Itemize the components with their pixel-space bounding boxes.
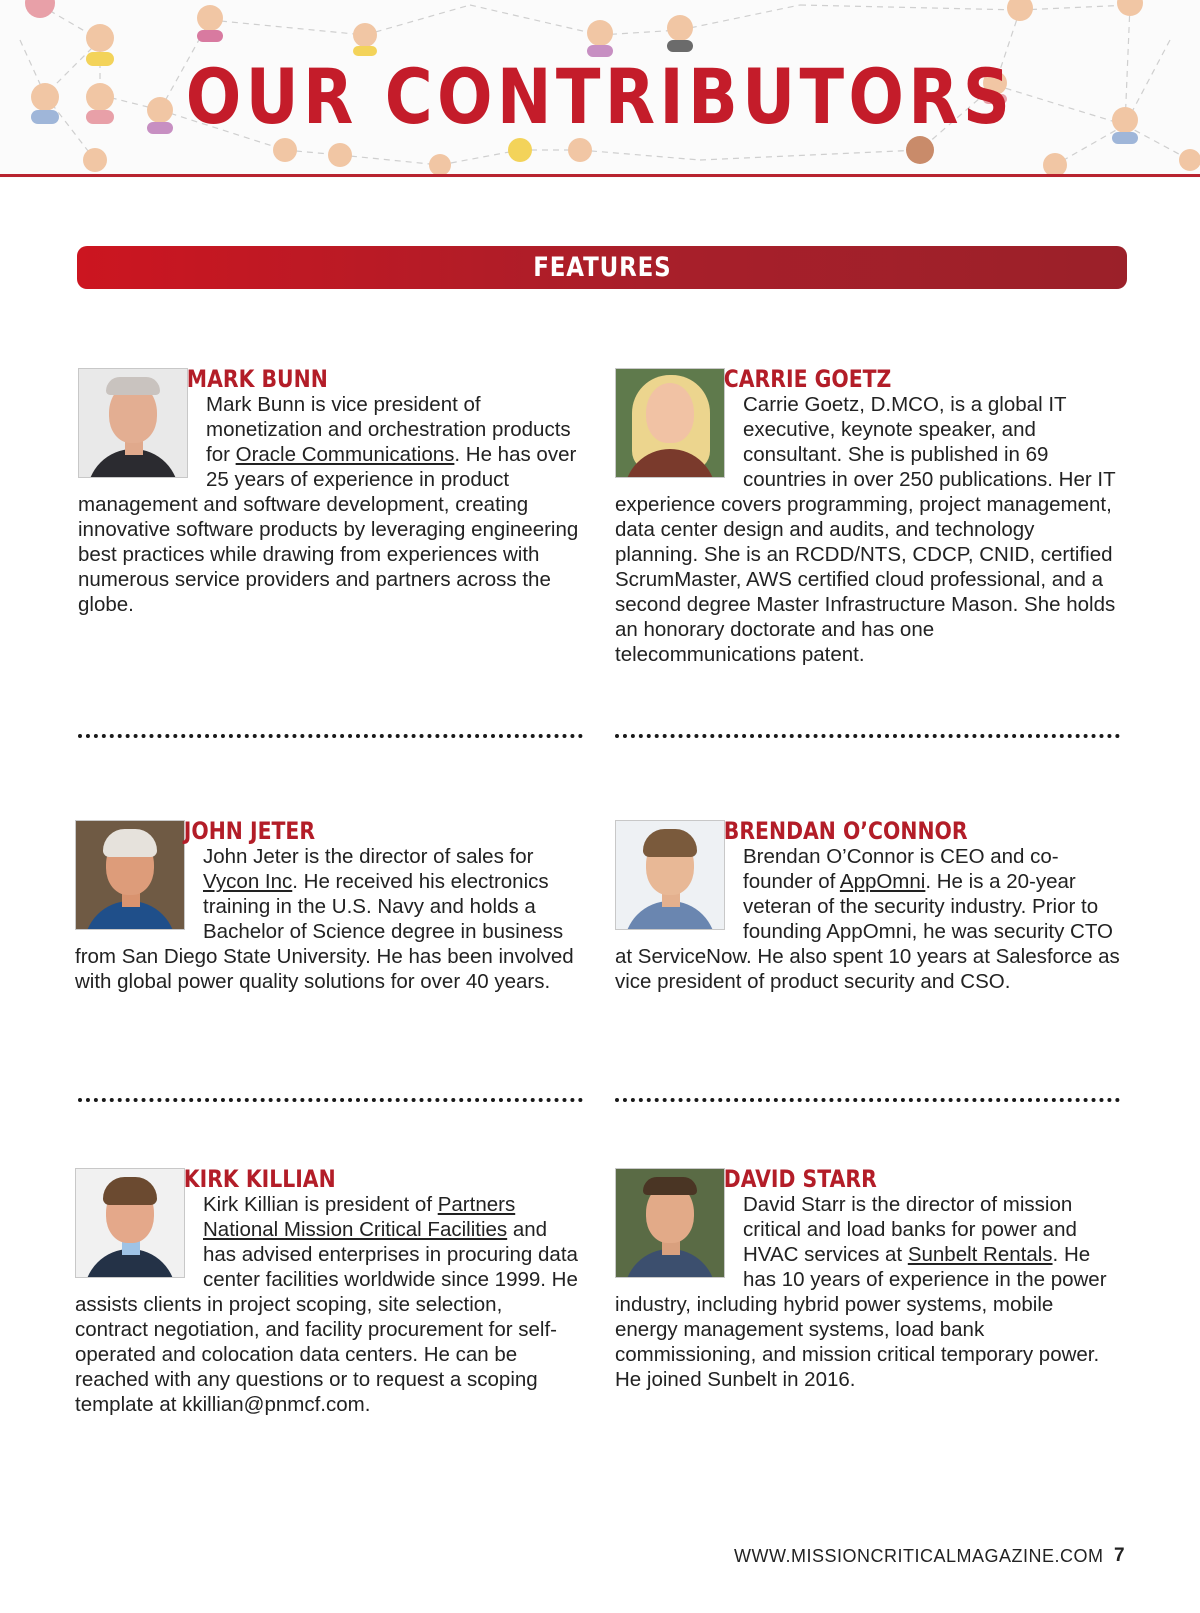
contributor-bio: David Starr is the director of mission critical and load banks for power and HVAC services at Sunbelt Rentals. He has 10 years of experience in the power industry, including hybrid power systems, mobile energy management systems, load bank commissioning, and mission critical temporary power. He joined Sunbelt in 2016. — [615, 1193, 1107, 1391]
company-link[interactable]: AppOmni — [839, 870, 926, 893]
contributor-name: KIRK KILLIAN — [183, 1165, 336, 1193]
banner-divider — [0, 174, 1200, 177]
contributor-bio: Mark Bunn is vice president of monetization and orchestration products for Oracle Communications. He has over 25 years of experience in product management and software development, creating innovative software products by leveraging engineering best practices while drawing from experiences with numerous service providers and partners across the globe. — [78, 393, 579, 616]
contributor-bio: Carrie Goetz, D.MCO, is a global IT executive, keynote speaker, and consultant. She is published in 69 countries in over 250 publications. Her IT experience covers programming, project management, data center design and audits, and technology planning. She is an RCDD/NTS, CDCP, CNID, certified ScrumMaster, AWS certified cloud professional, and a second degree Master Infrastructure Mason. She holds an honorary doctorate and has one telecommunications patent. — [615, 393, 1116, 666]
contributor-name: MARK BUNN — [186, 365, 328, 393]
contributor-card — [75, 818, 580, 994]
contributor-bio: John Jeter is the director of sales for Vycon Inc. He received his electronics training in the U.S. Navy and holds a Bachelor of Science degree in business from San Diego State University. He has been involved with global power quality solutions for over 40 years. — [75, 845, 574, 993]
contributor-card — [78, 366, 583, 617]
company-link[interactable]: Sunbelt Rentals — [907, 1243, 1053, 1266]
company-link[interactable]: Oracle Communications — [235, 443, 455, 466]
section-header-bar — [77, 246, 1127, 289]
contributor-name: JOHN JETER — [183, 817, 316, 845]
dotted-divider — [78, 734, 583, 742]
section-label: FEATURES — [532, 252, 672, 283]
contributor-card — [615, 366, 1120, 667]
page-number: 7 — [1114, 1545, 1125, 1566]
contributors-banner — [0, 0, 1200, 178]
contributor-name: BRENDAN O’CONNOR — [723, 817, 968, 845]
contributor-card — [615, 1166, 1120, 1392]
company-link[interactable]: Vycon Inc — [203, 870, 293, 893]
page-title: OUR CONTRIBUTORS — [185, 52, 1015, 141]
contributor-name: DAVID STARR — [723, 1165, 877, 1193]
dotted-divider — [615, 734, 1120, 742]
contributor-card — [615, 818, 1120, 994]
contributor-bio: Brendan O’Connor is CEO and co-founder of AppOmni. He is a 20-year veteran of the security industry. Prior to founding AppOmni, he was security CTO at ServiceNow. He also spent 10 years at Salesforce as vice president of product security and CSO. — [615, 845, 1120, 993]
contributor-card — [75, 1166, 580, 1417]
company-link[interactable]: Partners National Mission Critical Facilities — [203, 1193, 516, 1241]
dotted-divider — [615, 1098, 1120, 1106]
contributor-name: CARRIE GOETZ — [723, 365, 892, 393]
dotted-divider — [78, 1098, 583, 1106]
footer-url: WWW.MISSIONCRITICALMAGAZINE.COM — [734, 1546, 1104, 1566]
contributor-bio: Kirk Killian is president of Partners National Mission Critical Facilities and has advised enterprises in procuring data center facilities worldwide since 1999. He assists clients in project scoping, site selection, contract negotiation, and facility procurement for self-operated and colocation data centers. He can be reached with any questions or to request a scoping template at kkillian@pnmcf.com. — [75, 1193, 578, 1416]
